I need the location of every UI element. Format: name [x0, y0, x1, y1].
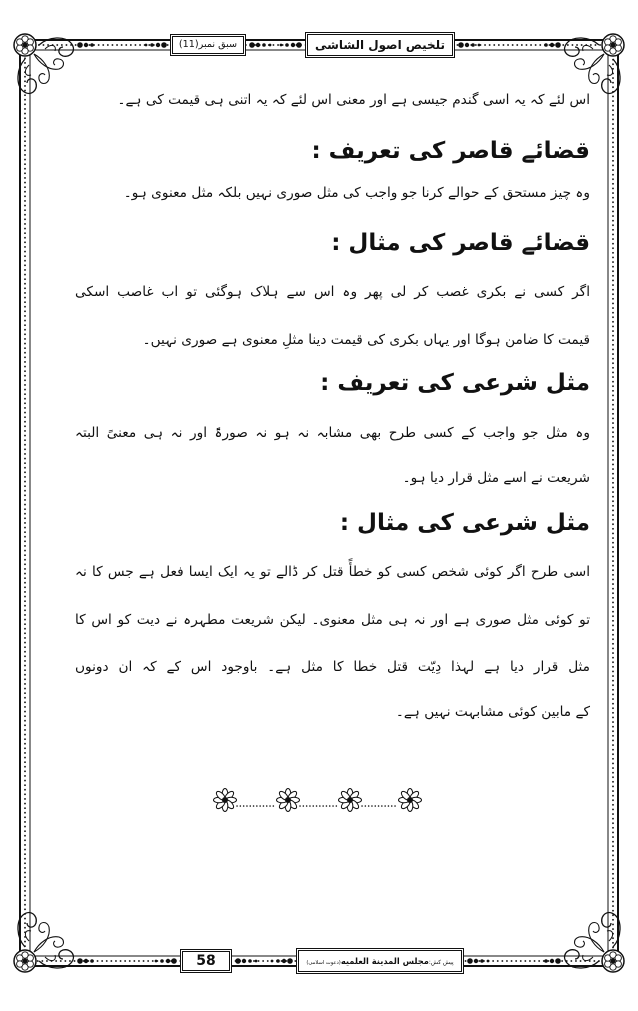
publisher-box: [296, 948, 464, 974]
bead: [487, 960, 490, 963]
section-heading-text: قضائے قاصر کی تعریف :: [311, 138, 590, 164]
body-line: [75, 275, 590, 309]
body-line-text: وہ چیز مستحق کے حوالے کرنا جو واجب کی مثل صوری نہیں بلکہ مثل معنوی ہو۔: [123, 185, 590, 201]
bead: [235, 958, 241, 964]
bead: [287, 958, 293, 964]
bead: [249, 42, 255, 48]
bead: [242, 959, 246, 963]
publisher-org: (دعوت اسلامی): [306, 960, 341, 966]
bead: [296, 42, 302, 48]
bead: [467, 958, 473, 964]
bead: [458, 42, 464, 48]
page-number: 58: [196, 953, 216, 969]
body-line-text: مثل قرار دیا ہے لہذا دِیّت قتل خطا کا مثل ہے۔ باوجود اس کے کہ ان دونوں: [75, 659, 590, 675]
body-line: [75, 83, 590, 117]
body-line-text: اس لئے کہ یہ اسی گندم جیسی ہے اور معنی اس لئے کہ یہ اتنی ہی قیمت کی ہے۔: [117, 92, 590, 108]
bead: [280, 44, 283, 47]
flower-ornament: [399, 789, 422, 812]
body-line-text: اسی طرح اگر کوئی شخص کسی کو خطأً قتل کر ڈالے تو یہ ایک ایسا فعل ہے جس کا نہ: [75, 564, 590, 580]
bead: [465, 43, 469, 47]
bead: [271, 960, 274, 963]
bead: [471, 43, 475, 47]
bead: [77, 958, 83, 964]
bead: [544, 959, 548, 963]
bead: [248, 959, 252, 963]
corner-ornament-top-left: [14, 34, 73, 93]
bead: [156, 43, 160, 47]
body-line-text: کے مابین کوئی مشابہت نہیں ہے۔: [395, 704, 590, 720]
bead: [478, 44, 481, 47]
body-line: [75, 416, 590, 450]
body-line: [75, 650, 590, 684]
section-heading: [75, 506, 590, 540]
bead: [90, 959, 94, 963]
bead: [150, 43, 154, 47]
bead: [166, 959, 170, 963]
section-heading-text: قضائے قاصر کی مثال :: [331, 230, 590, 256]
body-line: [75, 461, 590, 495]
page-number-box: [180, 949, 232, 973]
body-line-text: تو کوئی مثل صوری ہے اور نہ ہی مثل معنوی۔ لیکن شریعت مطہرہ نے دیت کو اس کا: [75, 612, 590, 628]
section-heading: [75, 366, 590, 400]
section-heading-text: مثل شرعی کی مثال :: [339, 510, 590, 536]
body-line: [75, 695, 590, 729]
bead: [550, 43, 554, 47]
bead: [160, 959, 164, 963]
bead: [84, 959, 88, 963]
bead: [285, 43, 289, 47]
publisher-label: پیش کش:: [428, 960, 454, 966]
bead: [161, 42, 167, 48]
body-line-text: اگر کسی نے بکری غصب کر لی پھر وہ اس سے ہلاک ہوگئی تو اب غاصب اسکی: [75, 284, 590, 300]
section-heading: [75, 134, 590, 168]
bead: [256, 43, 260, 47]
body-line: [75, 176, 590, 210]
bead: [84, 43, 88, 47]
body-line: [75, 323, 590, 357]
bead: [291, 43, 295, 47]
flower-ornament: [339, 789, 362, 812]
flower-separator: [0, 780, 638, 820]
corner-ornament-bottom-left: [14, 913, 73, 972]
body-line-text: وہ مثل جو واجب کے کسی طرح بھی مشابہ نہ ہو نہ صورۃً اور نہ ہی معنیً البتہ: [75, 425, 590, 441]
body-line-text: قیمت کا ضامن ہوگا اور یہاں بکری کی قیمت دینا مثلِ معنوی ہے صوری نہیں۔: [142, 332, 590, 348]
bead: [262, 43, 266, 47]
bead: [555, 958, 561, 964]
bead: [555, 42, 561, 48]
body-line-text: شریعت نے اسے مثل قرار دیا ہو۔: [402, 470, 590, 486]
bead: [90, 43, 94, 47]
bead: [544, 43, 548, 47]
bead: [474, 959, 478, 963]
lesson-number: سبق نمبر(11): [178, 39, 238, 50]
bead: [255, 960, 258, 963]
corner-ornament-bottom-right: [565, 913, 624, 972]
bead: [282, 959, 286, 963]
body-line: [75, 603, 590, 637]
book-title-box: [305, 32, 455, 58]
bead: [77, 42, 83, 48]
publisher-text: [306, 956, 453, 966]
bead: [480, 959, 484, 963]
lesson-number-box: [170, 34, 246, 56]
flower-ornament: [214, 789, 237, 812]
bead: [145, 44, 148, 47]
book-title: تلخیص اصول الشاشی: [315, 38, 445, 52]
publisher-name: مجلس المدینة العلمیه: [340, 956, 429, 966]
flower-ornament: [277, 789, 300, 812]
body-line: [75, 555, 590, 589]
bead: [171, 958, 177, 964]
section-heading: [75, 226, 590, 260]
bead: [155, 960, 158, 963]
bead: [276, 959, 280, 963]
bead: [550, 959, 554, 963]
section-heading-text: مثل شرعی کی تعریف :: [320, 370, 590, 396]
bead: [269, 44, 272, 47]
